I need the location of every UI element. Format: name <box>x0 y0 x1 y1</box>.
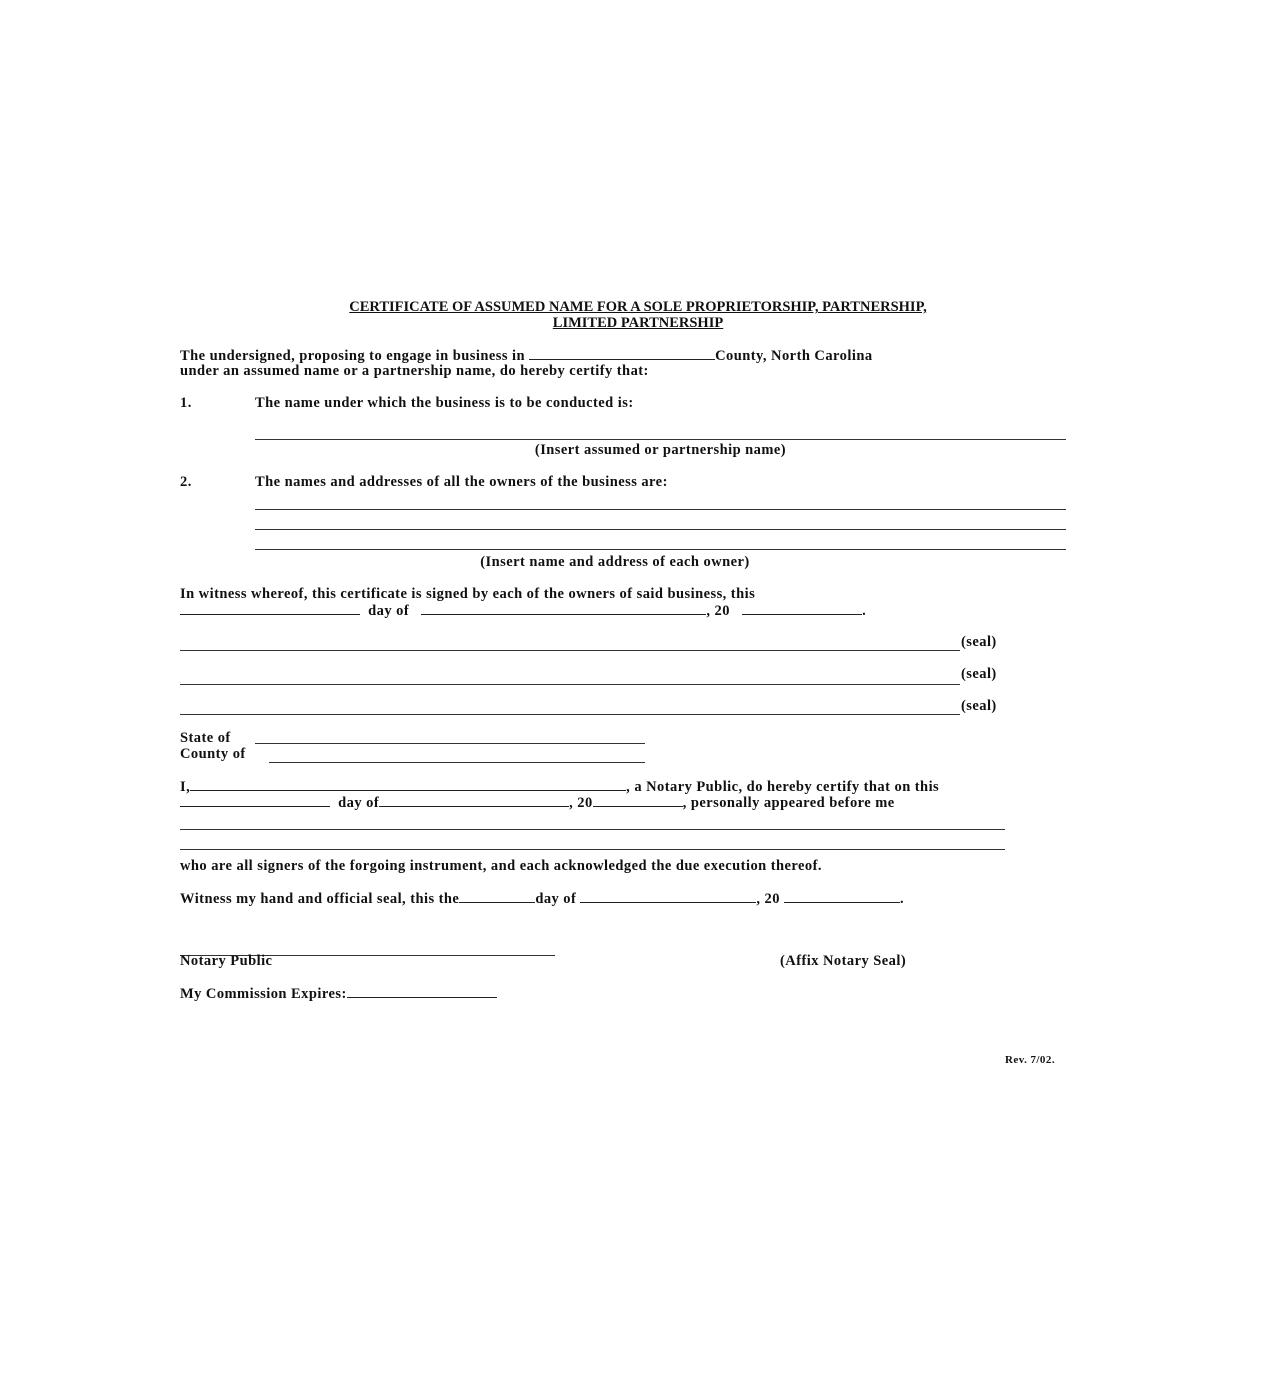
period: . <box>862 603 867 619</box>
notary-year-field[interactable] <box>593 794 683 807</box>
item-2-caption: (Insert name and address of each owner) <box>480 554 750 570</box>
owner-field-2[interactable] <box>255 529 1066 530</box>
commission-line <box>180 985 497 1003</box>
notary-county-field[interactable] <box>269 762 645 763</box>
document-title-line-1: CERTIFICATE OF ASSUMED NAME FOR A SOLE PROPRIETORSHIP, PARTNERSHIP, <box>349 299 927 315</box>
owner-field-1[interactable] <box>255 509 1066 510</box>
seal-label-1: (seal) <box>961 634 997 650</box>
state-label: State of <box>180 730 231 746</box>
day-of-label: day of <box>368 603 410 619</box>
notary-month-field[interactable] <box>379 794 569 807</box>
item-2-number: 2. <box>180 474 192 490</box>
seal-label-2: (seal) <box>961 666 997 682</box>
witness-year-field[interactable] <box>742 602 862 615</box>
witness-day-field[interactable] <box>180 602 360 615</box>
county-field[interactable] <box>529 347 715 360</box>
seal-label-3: (seal) <box>961 698 997 714</box>
witness-line-2 <box>180 602 866 620</box>
state-field[interactable] <box>255 743 645 744</box>
commission-expires-field[interactable] <box>347 985 497 998</box>
owner-field-3[interactable] <box>255 549 1066 550</box>
witness-month-field[interactable] <box>421 602 706 615</box>
revision-label: Rev. 7/02. <box>1005 1054 1056 1066</box>
notary-day-field[interactable] <box>180 794 330 807</box>
year-prefix: , 20 <box>756 891 780 907</box>
affix-seal-label: (Affix Notary Seal) <box>780 953 907 969</box>
year-prefix: , 20 <box>706 603 730 619</box>
seal-month-field[interactable] <box>580 890 756 903</box>
witness-hand-line <box>180 890 904 908</box>
day-of-label: day of <box>338 795 380 811</box>
business-name-field[interactable] <box>255 439 1066 440</box>
owner-signature-2[interactable] <box>180 684 960 685</box>
seal-year-field[interactable] <box>784 890 900 903</box>
notary-i: I, <box>180 779 191 795</box>
year-prefix: , 20 <box>569 795 593 811</box>
county-label: County of <box>180 746 246 762</box>
item-1-text: The name under which the business is to be conducted is: <box>255 395 634 411</box>
owner-signature-3[interactable] <box>180 714 960 715</box>
period: . <box>900 891 905 907</box>
witness-line-1: In witness whereof, this certificate is signed by each of the owners of said business, this <box>180 586 756 602</box>
signers-field-2[interactable] <box>180 849 1005 850</box>
notary-name-field[interactable] <box>190 778 626 791</box>
witness-hand-text: Witness my hand and official seal, this the <box>180 891 460 907</box>
day-of-label: day of <box>535 891 577 907</box>
notary-line-2 <box>180 794 895 812</box>
item-1-number: 1. <box>180 395 192 411</box>
appeared-text: , personally appeared before me <box>682 795 895 811</box>
signers-text: who are all signers of the forgoing instrument, and each acknowledged the due execution thereof. <box>180 858 822 874</box>
notary-public-label: Notary Public <box>180 953 273 969</box>
owner-signature-1[interactable] <box>180 650 960 651</box>
intro-text-2: County, North Carolina <box>715 348 873 364</box>
item-1-caption: (Insert assumed or partnership name) <box>534 442 787 458</box>
document-title-line-2: LIMITED PARTNERSHIP <box>552 315 724 331</box>
seal-day-field[interactable] <box>459 890 535 903</box>
intro-line-2: under an assumed name or a partnership name, do hereby certify that: <box>180 363 649 379</box>
commission-label: My Commission Expires: <box>180 986 347 1002</box>
signers-field-1[interactable] <box>180 829 1005 830</box>
intro-text: The undersigned, proposing to engage in business in <box>180 348 525 364</box>
item-2-text: The names and addresses of all the owners of the business are: <box>255 474 668 490</box>
notary-certify-text: , a Notary Public, do hereby certify that on this <box>626 779 940 795</box>
